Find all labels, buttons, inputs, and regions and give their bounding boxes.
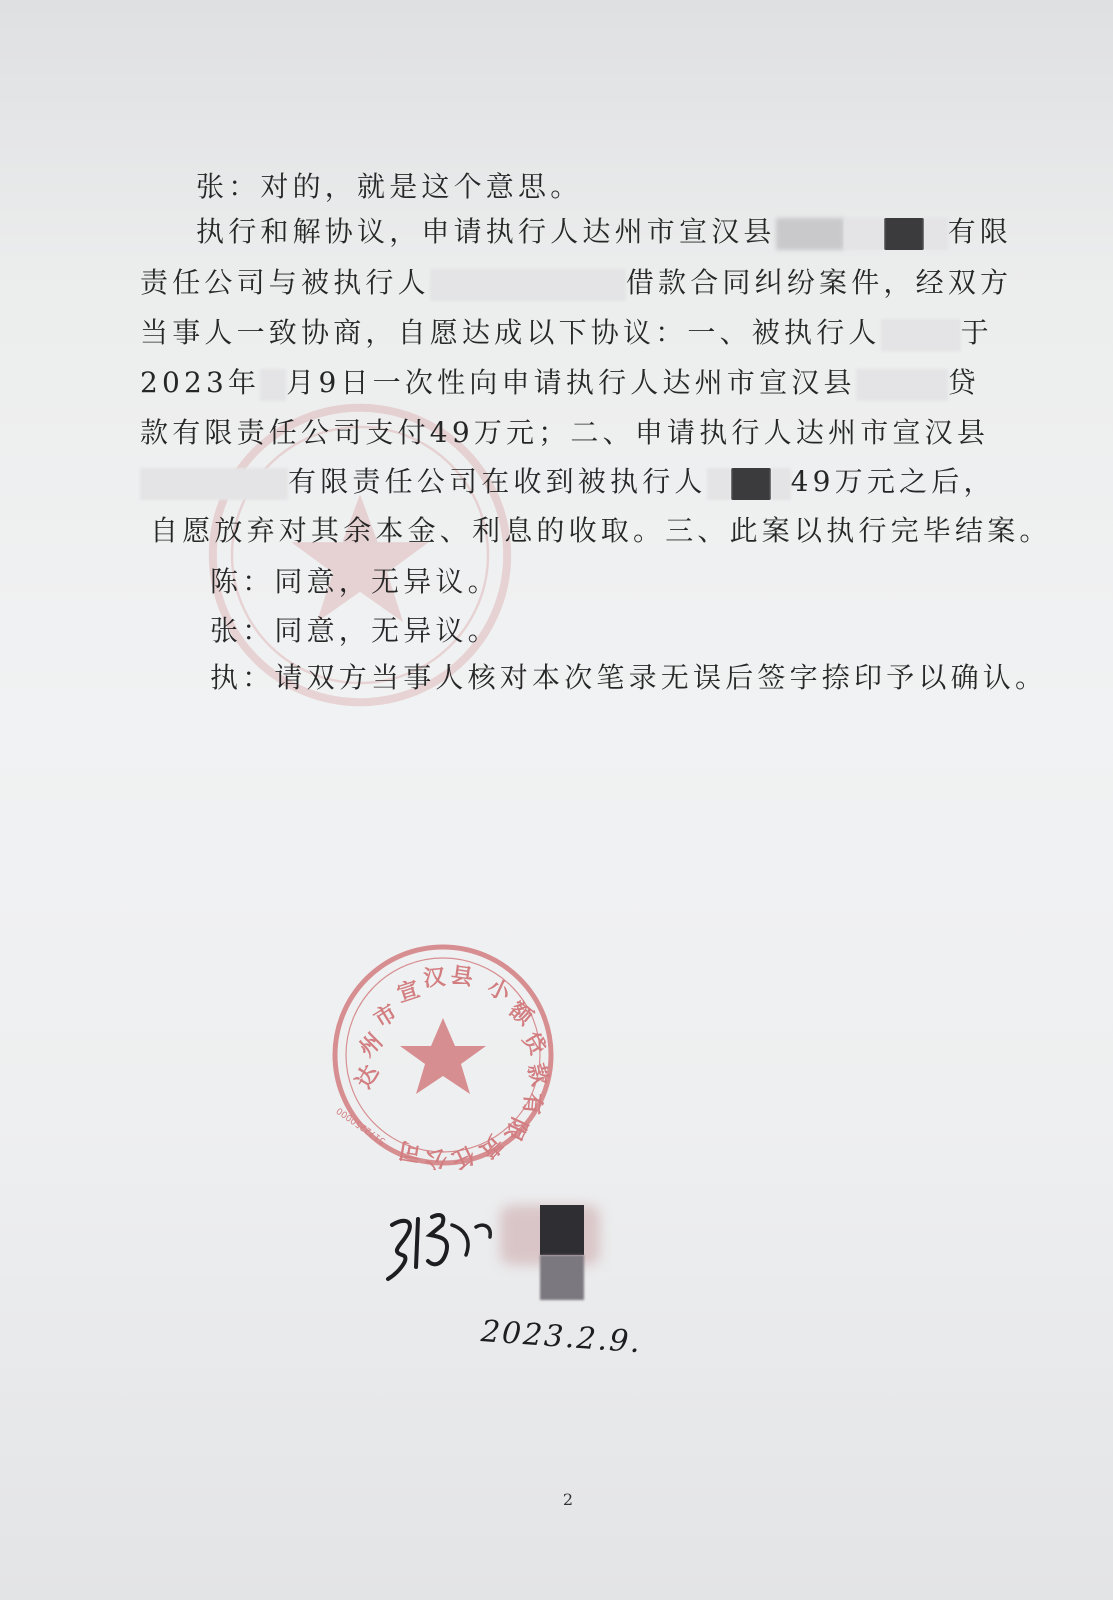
svg-text:司: 司 xyxy=(396,1136,424,1166)
svg-text:宣: 宣 xyxy=(393,976,423,1008)
dialogue-court: 执：请双方当事人核对本次笔录无误后签字捺印予以确认。 xyxy=(210,661,1048,694)
line-3 xyxy=(140,266,1013,301)
handwritten-signature xyxy=(380,1195,520,1305)
redaction xyxy=(844,218,884,250)
svg-text:公: 公 xyxy=(423,1144,449,1173)
redaction xyxy=(731,468,771,500)
redaction xyxy=(260,369,286,401)
redaction xyxy=(540,1205,584,1255)
text-segment: 借款合同纠纷案件，经双方 xyxy=(625,266,1013,299)
line-6 xyxy=(140,416,990,450)
svg-text:贷: 贷 xyxy=(516,1027,551,1060)
redaction xyxy=(140,468,288,500)
svg-text:2023.2.9.: 2023.2.9. xyxy=(479,1314,644,1361)
redaction xyxy=(707,468,731,500)
dialogue-zhang-1: 张：对的，就是这个意思。 xyxy=(196,170,583,203)
redaction xyxy=(540,1255,584,1300)
svg-text:限: 限 xyxy=(499,1113,533,1145)
text-segment: 执行和解协议，申请执行人达州市宣汉县 xyxy=(196,215,776,248)
handwritten-date xyxy=(479,1314,700,1380)
text-segment: 49万元之后， xyxy=(790,465,996,498)
text-segment: 当事人一致协商，自愿达成以下协议：一、被执行人 xyxy=(140,316,881,349)
text-segment: 责任公司与被执行人 xyxy=(140,266,430,299)
line-8 xyxy=(140,514,1052,548)
redaction xyxy=(856,369,948,401)
text-segment: 月9日一次性向申请执行人达州市宣汉县 xyxy=(286,366,856,399)
line-1 xyxy=(140,170,982,204)
text-segment: 自愿放弃对其余本金、利息的收取。三、此案以执行完毕结案。 xyxy=(150,514,1052,547)
redaction xyxy=(771,468,791,500)
svg-text:款: 款 xyxy=(522,1060,554,1089)
line-10 xyxy=(140,614,982,648)
text-segment: 2023年 xyxy=(140,366,261,399)
redaction xyxy=(924,218,948,250)
svg-text:市: 市 xyxy=(369,999,402,1034)
redaction xyxy=(881,319,961,351)
svg-text:州: 州 xyxy=(353,1028,388,1063)
line-2 xyxy=(140,215,1013,250)
text-segment: 贷 xyxy=(947,366,980,399)
line-5 xyxy=(140,366,982,401)
page-number: 2 xyxy=(562,1490,574,1509)
svg-text:任: 任 xyxy=(447,1140,479,1174)
svg-text:汉: 汉 xyxy=(422,964,447,992)
line-9 xyxy=(140,565,982,599)
text-segment: 于 xyxy=(960,316,993,349)
svg-text:达: 达 xyxy=(350,1060,385,1093)
redaction xyxy=(776,218,844,250)
text-segment: 有限 xyxy=(947,215,1013,248)
svg-text:额: 额 xyxy=(504,996,538,1031)
company-seal-stamp xyxy=(328,940,558,1174)
line-4 xyxy=(140,316,993,351)
dialogue-zhang-2: 张：同意，无异议。 xyxy=(210,614,500,647)
svg-text:责: 责 xyxy=(474,1129,509,1164)
text-segment: 有限责任公司在收到被执行人 xyxy=(288,465,707,498)
redaction xyxy=(430,269,626,301)
line-7 xyxy=(140,465,996,500)
svg-text:有: 有 xyxy=(518,1091,546,1116)
dialogue-chen: 陈：同意，无异议。 xyxy=(210,565,500,598)
text-segment: 款有限责任公司支付49万元；二、申请执行人达州市宣汉县 xyxy=(140,416,990,449)
line-11 xyxy=(140,661,1048,695)
svg-text:县: 县 xyxy=(449,962,475,992)
svg-text:小: 小 xyxy=(483,973,515,1007)
redaction xyxy=(884,218,924,250)
svg-text:5172250000: 5172250000 xyxy=(335,1104,388,1146)
